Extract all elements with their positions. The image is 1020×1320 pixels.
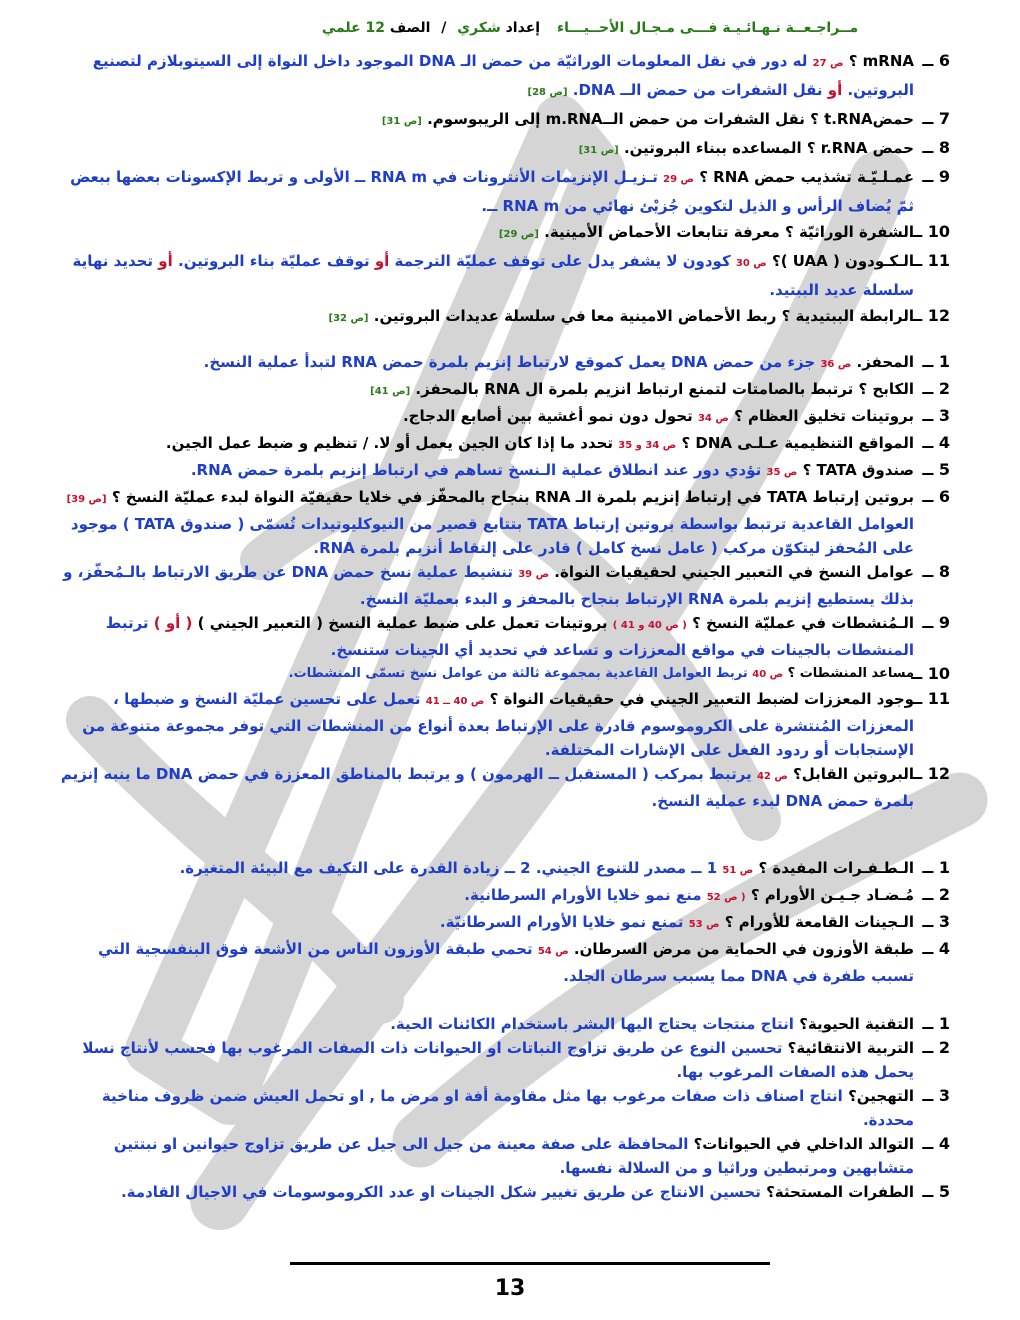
list-item: 4 ــ المواقع التنظيمية عـلـى DNA ؟ ص 34 و 35 تحدد ما إذا كان الجين يعمل أو لا. / تنظيم و ضبط عمل الجين.	[165, 433, 950, 452]
list-item: 12 ــ الرابطة الببتيدية ؟ ربط الأحماض الامينية معا في سلسلة عديدات البروتين. [ص 32]	[328, 306, 950, 325]
header-grade: 12 علمي	[321, 20, 386, 36]
list-item: 6 ــ mRNA ؟ ص 27 له دور في نقل المعلومات الوراثيّة من حمض الـ DNA الموجود داخل النواة إلى السيتوبلازم لتصنيع البروتين. أو نقل الشفرات من حمض الــ DNA. [ص 28]	[92, 51, 950, 99]
header-author-label: إعداد	[505, 20, 541, 36]
list-item: 1 ــ المحفز. ص 36 جزء من حمض DNA يعمل كموقع لارتباط إنزيم بلمرة حمض RNA لتبدأ عملية النسخ.	[203, 352, 950, 371]
list-item: 3 ــ بروتينات تخليق العظام ؟ ص 34 تحول دون نمو أغشية بين أصابع الدجاج.	[402, 406, 950, 425]
list-item: 11 ــ وجود المعززات لضبط التعبير الجيني في حقيقيات النواة ؟ ص 40 ــ 41 تعمل على تحسين عمليّة النسخ و ضبطها ، المعززات المُنتشرة على الكروموسوم قادرة على الإرتباط بعدة أنواع من المنشطات التي توفر مجموعة متنوعة من الإستجابات أو ردود الفعل على الإشارات المختلفة.	[82, 689, 950, 759]
list-item: 2 ــ مُـضـاد جـيـن الأورام ؟ ( ص 52 منع نمو خلايا الأورام السرطانية.	[464, 885, 950, 904]
section-biotechnology	[60, 1012, 950, 1204]
list-item: 6 ــ بروتين إرتباط TATA في إرتباط إنزيم بلمرة الـ RNA بنجاح بالمحفّز في خلايا حقيقيّة النواة لبدء عمليّة النسخ ؟ [ص 39] العوامل القاعدية ترتبط بواسطة بروتين إرتباط TATA بتتابع قصير من النيوكليوتيدات تُسمّى ( صندوق TATA ) موجود على المُحفز ليتكوّن مركب ( عامل نسخ كامل ) قادر على إلتقاط أنزيم بلمرة RNA.	[66, 487, 950, 557]
list-item: 2 ــ التربية الانتقائية؟ تحسين النوع عن طريق تزاوج النباتات او الحيوانات ذات الصفات المرغوب بها فحسب لأنتاج نسلا يحمل هذه الصفات المرغوب بها.	[82, 1038, 950, 1081]
list-item: 9 ــ عمـلـيّـة تشذيب حمض RNA ؟ ص 29 تـزيـل الإنزيمات الأنترونات في RNA m ــ الأولى و تربط الإكسونات بعضها ببعض ثمّ يُضاف الرأس و الذيل لتكوين جُزيْئ نهائي من RNA m ــ.	[70, 167, 950, 215]
page-header: مــراجـعــة نـهـائـيـة فـــى مـجـال الأحــيـــاء إعداد شكري / الصف 12 علمي	[321, 20, 859, 36]
list-item: 4 ــ طبقة الأوزون في الحماية من مرض السرطان. ص 54 تحمي طبقة الأوزون الناس من الأشعة فوق البنفسجية التي تسبب طفرة في DNA مما يسبب سرطان الجلد.	[98, 939, 950, 985]
section-mutations	[60, 856, 950, 988]
list-item: 5 ــ الطفرات المستحثة؟ تحسين الانتاج عن طريق تغيير شكل الجينات او عدد الكروموسومات في الاجيال القادمة.	[120, 1182, 950, 1201]
list-item: 9 ــ الـمُنشطات في عمليّة النسخ ؟ ( ص 40 و 41 ) بروتينات تعمل على ضبط عملية النسخ ( التعبير الجيني ) ( أو ) ترتبط المنشطات بالجينات في مواقع المعززات و تساعد في تحديد أي الجينات ستنسخ.	[105, 613, 950, 659]
list-item: 3 ــ التهجين؟ انتاج اصناف ذات صفات مرغوب بها مثل مقاومة أفة او مرض ما , او تحمل العيش ضمن ظروف مناخية محددة.	[101, 1086, 950, 1129]
header-title: مــراجـعــة نـهـائـيـة فـــى مـجـال الأحــيـــاء	[556, 20, 859, 36]
section-gene-regulation	[60, 350, 950, 813]
header-grade-label: الصف	[389, 20, 431, 36]
page-number: 13	[494, 1276, 526, 1301]
section-rna-types	[60, 48, 950, 332]
list-item: 3 ــ الـجينات القامعة للأورام ؟ ص 53 تمنع نمو خلايا الأورام السرطانيّة.	[439, 912, 950, 931]
list-item: 11 ــ الـكـودون ( UAA )؟ ص 30 كودون لا يشفر يدل على توقف عمليّة الترجمة أو توقف عمليّة بناء البروتين. أو تحديد نهاية سلسلة عديد الببتيد.	[72, 251, 950, 299]
list-item: 12 ــ البروتين القابل؟ ص 42 يرتبط بمركب ( المستقبل ــ الهرمون ) و يرتبط بالمناطق المعززة في حمض DNA ما ينبه إنزيم بلمرة حمض DNA لبدء عملية النسخ.	[60, 764, 950, 810]
list-item: 1 ــ التقنية الحيوية؟ انتاج منتجات يحتاج اليها البشر باستخدام الكائنات الحية.	[390, 1014, 950, 1033]
list-item: 2 ــ الكابح ؟ ترتبط بالصامتات لتمنع ارتباط انزيم بلمرة ال RNA بالمحفز. [ص 41]	[370, 379, 950, 398]
list-item: 4 ــ التوالد الداخلي في الحيوانات؟ المحافظة على صفة معينة من جيل الى جيل عن طريق تزاوج حيوانين او نبتتين متشابهين ومرتبطين وراثيا و من السلالة نفسها.	[113, 1134, 950, 1177]
list-item: 7 ــ حمضt.RNA ؟ نقل الشفرات من حمض الــm.RNA إلى الريبوسوم. [ص 31]	[381, 109, 950, 128]
list-item: 8 ــ حمض r.RNA ؟ المساعده ببناء البروتين. [ص 31]	[578, 138, 950, 157]
list-item: 5 ــ صندوق TATA ؟ ص 35 تؤدي دور عند انطلاق عملية الـنسخ تساهم في ارتباط إنزيم بلمرة حمض RNA.	[190, 460, 950, 479]
list-item: 1 ــ الـطـفـرات المفيدة ؟ ص 51 1 ــ مصدر للتنوع الجيني. 2 ــ زيادة القدرة على التكيف مع البيئة المتغيرة.	[179, 858, 950, 877]
list-item: 8 ــ عوامل النسخ في التعبير الجيني لحقيقيات النواة. ص 39 تنشيط عملية نسخ حمض DNA عن طريق الارتباط بالـمُحفّز، و بذلك يستطيع إنزيم بلمرة RNA الإرتباط بنجاح بالمحفز و البدء بعمليّة النسخ.	[63, 562, 950, 608]
list-item: 10 ــ الشفرة الوراثيّة ؟ معرفة تتابعات الأحماض الأمينية. [ص 29]	[498, 222, 950, 241]
list-item: 10 ــ مساعد المنشطات ؟ ص 40 تربط العوامل القاعدية بمجموعة ثالثة من عوامل نسخ تسمّى المنشطات.	[288, 664, 950, 683]
footer-divider	[290, 1262, 770, 1265]
header-author: شكري	[457, 20, 501, 36]
